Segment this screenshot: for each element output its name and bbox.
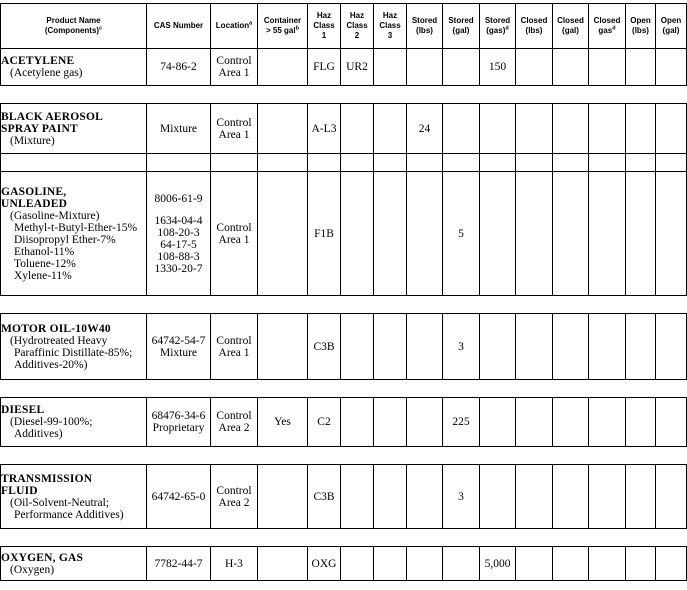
open-gal-cell	[656, 547, 687, 581]
closed-gal-cell	[553, 547, 589, 581]
haz2-cell	[341, 465, 374, 529]
location-cell: Control Area 2	[211, 398, 258, 447]
location-cell: Control Area 1	[211, 172, 258, 296]
closed-gal-cell	[553, 314, 589, 380]
stored-lbs-cell	[407, 172, 443, 296]
product-name-cell: MOTOR OIL-10W40 (Hydrotreated Heavy Paraffinic Distillate-85%; Additives-20%)	[1, 314, 147, 380]
open-lbs-cell	[626, 172, 656, 296]
col-header-closed-gal: Closed (gal)	[553, 4, 589, 49]
stored-lbs-cell: 24	[407, 104, 443, 154]
row-separator	[1, 86, 687, 104]
product-name-cell: DIESEL (Diesel-99-100%; Additives)	[1, 398, 147, 447]
closed-lbs-cell	[516, 314, 553, 380]
haz1-cell: OXG	[308, 547, 341, 581]
location-cell: Control Area 2	[211, 465, 258, 529]
container-cell	[258, 547, 308, 581]
hazmat-inventory-table	[0, 3, 687, 581]
col-header-closed-lbs: Closed (lbs)	[516, 4, 553, 49]
stored-gas-cell	[480, 465, 516, 529]
hazmat-inventory-sheet	[0, 3, 687, 581]
stored-gas-cell	[480, 398, 516, 447]
col-header-open-lbs: Open (lbs)	[626, 4, 656, 49]
haz1-cell: FLG	[308, 49, 341, 86]
closed-lbs-cell	[516, 104, 553, 154]
closed-gas-cell	[589, 172, 626, 296]
cas-cell: 74-86-2	[147, 49, 211, 86]
haz2-cell	[341, 172, 374, 296]
closed-lbs-cell	[516, 547, 553, 581]
stored-gal-cell: 3	[443, 465, 480, 529]
location-cell: Control Area 1	[211, 49, 258, 86]
stored-gal-cell	[443, 547, 480, 581]
stored-gas-cell	[480, 104, 516, 154]
col-header-stored-lbs: Stored (lbs)	[407, 4, 443, 49]
closed-lbs-cell	[516, 172, 553, 296]
cas-cell: 7782-44-7	[147, 547, 211, 581]
table-row-black-aerosol-spray-paint	[1, 104, 687, 154]
product-name-cell: OXYGEN, GAS (Oxygen)	[1, 547, 147, 581]
cas-cell: 8006-61-9 1634-04-4 108-20-3 64-17-5 108-88-3 1330-20-7	[147, 172, 211, 296]
table-row-gasoline-unleaded	[1, 172, 687, 296]
container-cell	[258, 172, 308, 296]
haz2-cell	[341, 547, 374, 581]
haz3-cell	[374, 172, 407, 296]
col-header-haz-class-1: Haz Class 1	[308, 4, 341, 49]
haz1-cell: C2	[308, 398, 341, 447]
product-name-cell: BLACK AEROSOL SPRAY PAINT (Mixture)	[1, 104, 147, 154]
open-gal-cell	[656, 172, 687, 296]
closed-lbs-cell	[516, 465, 553, 529]
row-separator	[1, 529, 687, 547]
container-cell	[258, 104, 308, 154]
table-row-diesel	[1, 398, 687, 447]
location-cell: Control Area 1	[211, 104, 258, 154]
location-cell: H-3	[211, 547, 258, 581]
stored-gal-cell: 225	[443, 398, 480, 447]
stored-lbs-cell	[407, 398, 443, 447]
stored-gas-cell	[480, 172, 516, 296]
row-separator	[1, 447, 687, 465]
table-row-motor-oil	[1, 314, 687, 380]
stored-gal-cell: 3	[443, 314, 480, 380]
table-row-oxygen-gas	[1, 547, 687, 581]
container-cell: Yes	[258, 398, 308, 447]
stored-gas-cell	[480, 314, 516, 380]
container-cell	[258, 465, 308, 529]
row-separator	[1, 380, 687, 398]
col-header-stored-gas: Stored (gas)$^d$	[480, 4, 516, 49]
col-header-location: Location$^a$	[211, 4, 258, 49]
closed-gas-cell	[589, 104, 626, 154]
haz1-cell: A-L3	[308, 104, 341, 154]
table-row-acetylene	[1, 49, 687, 86]
empty-table-row	[1, 154, 687, 172]
open-lbs-cell	[626, 398, 656, 447]
open-gal-cell	[656, 104, 687, 154]
open-lbs-cell	[626, 465, 656, 529]
haz2-cell	[341, 104, 374, 154]
stored-gas-cell: 150	[480, 49, 516, 86]
closed-gal-cell	[553, 104, 589, 154]
product-name-cell: ACETYLENE (Acetylene gas)	[1, 49, 147, 86]
haz2-cell	[341, 314, 374, 380]
container-cell	[258, 314, 308, 380]
open-gal-cell	[656, 314, 687, 380]
product-name-cell: GASOLINE, UNLEADED (Gasoline-Mixture) Methyl-t-Butyl-Ether-15% Diisopropyl Ether-7% Ethanol-11% Toluene-12% Xylene-11%	[1, 172, 147, 296]
col-header-closed-gas: Closed gas$^d$	[589, 4, 626, 49]
haz3-cell	[374, 465, 407, 529]
haz3-cell	[374, 49, 407, 86]
open-lbs-cell	[626, 547, 656, 581]
col-header-container: Container > 55 gal$^b$	[258, 4, 308, 49]
haz3-cell	[374, 398, 407, 447]
open-gal-cell	[656, 398, 687, 447]
stored-gal-cell	[443, 49, 480, 86]
cas-cell: Mixture	[147, 104, 211, 154]
cas-cell: 64742-65-0	[147, 465, 211, 529]
closed-gal-cell	[553, 465, 589, 529]
closed-gas-cell	[589, 465, 626, 529]
row-separator	[1, 296, 687, 314]
col-header-product-name: Product Name (Components)$^c$	[1, 4, 147, 49]
closed-gas-cell	[589, 49, 626, 86]
haz3-cell	[374, 104, 407, 154]
table-row-transmission-fluid	[1, 465, 687, 529]
stored-lbs-cell	[407, 314, 443, 380]
haz1-cell: F1B	[308, 172, 341, 296]
open-lbs-cell	[626, 314, 656, 380]
col-header-haz-class-3: Haz Class 3	[374, 4, 407, 49]
open-gal-cell	[656, 465, 687, 529]
stored-gal-cell	[443, 104, 480, 154]
stored-lbs-cell	[407, 49, 443, 86]
col-header-stored-gal: Stored (gal)	[443, 4, 480, 49]
haz1-cell: C3B	[308, 465, 341, 529]
haz3-cell	[374, 547, 407, 581]
col-header-open-gal: Open (gal)	[656, 4, 687, 49]
haz2-cell: UR2	[341, 49, 374, 86]
haz1-cell: C3B	[308, 314, 341, 380]
closed-gas-cell	[589, 398, 626, 447]
open-gal-cell	[656, 49, 687, 86]
cas-cell: 64742-54-7 Mixture	[147, 314, 211, 380]
closed-lbs-cell	[516, 49, 553, 86]
stored-gal-cell: 5	[443, 172, 480, 296]
stored-lbs-cell	[407, 465, 443, 529]
closed-gal-cell	[553, 172, 589, 296]
stored-lbs-cell	[407, 547, 443, 581]
closed-gas-cell	[589, 547, 626, 581]
haz2-cell	[341, 398, 374, 447]
open-lbs-cell	[626, 104, 656, 154]
col-header-haz-class-2: Haz Class 2	[341, 4, 374, 49]
col-header-cas-number: CAS Number	[147, 4, 211, 49]
closed-gas-cell	[589, 314, 626, 380]
product-name-cell: TRANSMISSION FLUID (Oil-Solvent-Neutral; Performance Additives)	[1, 465, 147, 529]
closed-gal-cell	[553, 49, 589, 86]
cas-cell: 68476-34-6 Proprietary	[147, 398, 211, 447]
haz3-cell	[374, 314, 407, 380]
closed-gal-cell	[553, 398, 589, 447]
header-row	[1, 4, 687, 49]
location-cell: Control Area 1	[211, 314, 258, 380]
closed-lbs-cell	[516, 398, 553, 447]
open-lbs-cell	[626, 49, 656, 86]
container-cell	[258, 49, 308, 86]
stored-gas-cell: 5,000	[480, 547, 516, 581]
